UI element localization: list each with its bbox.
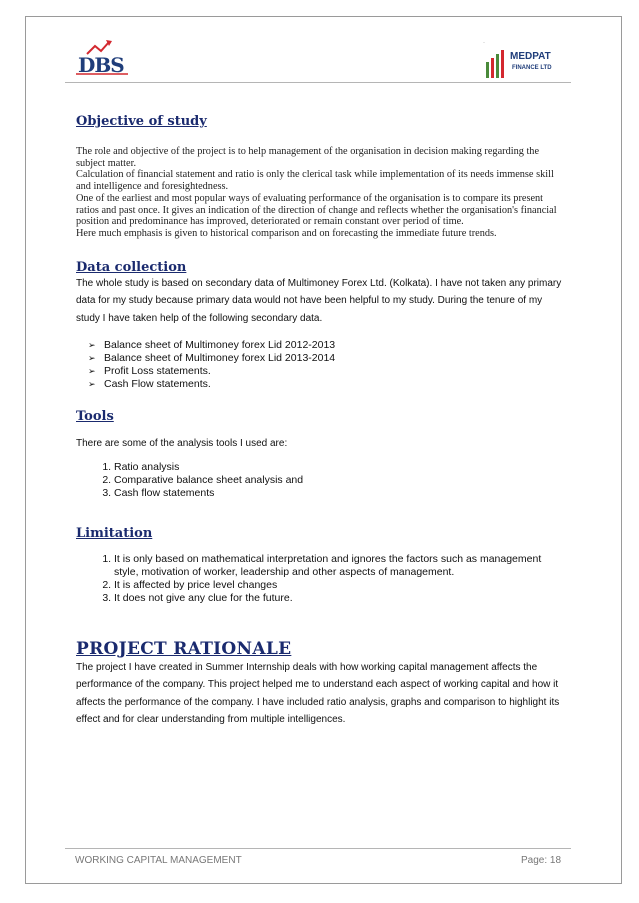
rationale-title: PROJECT RATIONALE [76, 638, 292, 659]
arrow-bullet-icon: ➢ [88, 353, 96, 364]
list-item: 1. Ratio analysis [114, 461, 566, 474]
dbs-logo [73, 40, 143, 78]
list-item: 1. It is only based on mathematical interpretation and ignores the factors such as management style, motivation of worker, leadership and other aspects of management. [114, 553, 566, 579]
medpat-bars-icon [483, 48, 509, 80]
objective-title: Objective of study [76, 114, 207, 129]
list-item: ➢ Balance sheet of Multimoney forex Lid 2012-2013 [88, 339, 336, 352]
tools-list [76, 461, 566, 500]
medpat-logo [483, 48, 573, 82]
arrow-bullet-icon: ➢ [88, 379, 96, 390]
list-item: 3. It does not give any clue for the future. [114, 592, 566, 605]
data-collection-list [76, 339, 566, 391]
objective-paragraph: Here much emphasis is given to historical comparison and on forecasting the immediate future trends. [76, 227, 497, 239]
list-item: ➢ Profit Loss statements. [88, 365, 211, 378]
tools-title: Tools [76, 409, 114, 425]
list-item: ➢ Balance sheet of Multimoney forex Lid 2013-2014 [88, 352, 336, 365]
data-collection-text: The whole study is based on secondary data of Multimoney Forex Ltd. (Kolkata). I have not taken any primary data for my study because primary data would not have been helpful to my study. During the tenure of my study I have taken help of the following secondary data. [76, 277, 562, 324]
objective-paragraph: Calculation of financial statement and ratio is only the clerical task while implementation of its needs immense skill and intelligence and foresightedness. [76, 169, 554, 193]
footer-title: WORKING CAPITAL MANAGEMENT [75, 855, 242, 866]
objective-paragraph: One of the earliest and most popular ways of evaluating performance of the organisation is to compare its present ratios and past once. It gives an indication of the direction of change and reflects whether the organisation's financial position and predominance has improved, deteriorated or remain constant over period of time. [76, 192, 557, 228]
data-collection-title: Data collection [76, 259, 187, 275]
medpat-logo-name: MEDPAT [510, 51, 551, 62]
header-divider [65, 82, 571, 83]
page-content [76, 114, 566, 729]
footer-divider [65, 848, 571, 849]
stray-mark: · [483, 40, 485, 46]
limitation-title: Limitation [76, 525, 153, 541]
tools-intro: There are some of the analysis tools I used are: [76, 438, 288, 450]
arrow-bullet-icon: ➢ [88, 366, 96, 377]
dbs-logo-text: DBS [78, 53, 124, 77]
rationale-text: The project I have created in Summer Internship deals with how working capital management affects the performance of the company. This project helped me to understand each aspect of working capital and how it affects the performance of the company. I have included ratio analysis, graphs and comparison to highlight its effect and for clear understanding from multiple intelligences. [76, 661, 560, 726]
arrow-bullet-icon: ➢ [88, 340, 96, 351]
list-item: ➢ Cash Flow statements. [88, 378, 211, 391]
list-item: 2. It is affected by price level changes [114, 579, 566, 592]
list-item: 3. Cash flow statements [114, 487, 566, 500]
objective-paragraph: The role and objective of the project is to help management of the organisation in decision making regarding the subject matter. [76, 146, 540, 169]
page-number: Page: 18 [521, 855, 562, 866]
list-item: 2. Comparative balance sheet analysis and [114, 474, 566, 487]
medpat-logo-sub: FINANCE LTD [512, 65, 552, 71]
limitation-list [76, 553, 566, 605]
